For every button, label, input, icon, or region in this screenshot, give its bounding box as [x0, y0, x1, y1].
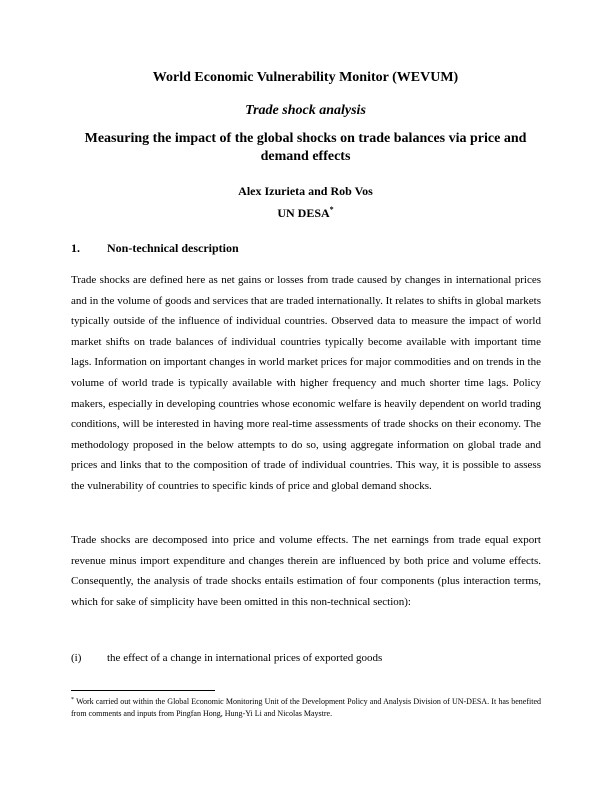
document-heading: Measuring the impact of the global shocks on trade balances via price and demand effects	[84, 131, 527, 164]
list-item	[71, 648, 382, 668]
list-item-number: (i)	[71, 652, 82, 664]
footnote-divider	[71, 690, 215, 691]
section-heading	[71, 240, 239, 256]
document-subtitle: Trade shock analysis	[245, 103, 366, 118]
affiliation-name: UN DESA	[277, 206, 330, 220]
paragraph-1: Trade shocks are defined here as net gains or losses from trade caused by changes in international prices and in the volume of goods and services that are traded internationally. It relates to shifts in global markets typically outside of the influence of individual countries. Observed data to measure the impact of world market shifts on trade balances of individual countries typically become available with important time lags. Information on important changes in world market prices for major commodities and on trends in the volume of world trade is typically available with higher frequency and much shorter time lags. Policy makers, especially in developing countries whose economic welfare is heavily dependent on world trading conditions, will be interested in having more real-time assessments of trade shocks on their economy. The methodology proposed in the below attempts to do so, using aggregate information on global trade and prices and links that to the composition of trade of individual countries. This way, it is possible to assess the vulnerability of countries to specific kinds of price and global demand shocks.	[71, 274, 541, 492]
section-title: Non-technical description	[107, 241, 239, 255]
footnote-marker: *	[71, 697, 74, 703]
footnote	[71, 696, 541, 720]
authors: Alex Izurieta and Rob Vos	[238, 184, 373, 198]
affiliation	[0, 205, 611, 221]
section-number: 1.	[71, 241, 80, 255]
document-title: World Economic Vulnerability Monitor (WEVUM)	[152, 70, 459, 85]
list-item-text: the effect of a change in international prices of exported goods	[107, 652, 383, 664]
footnote-reference: *	[329, 205, 334, 214]
footnote-text: Work carried out within the Global Economic Monitoring Unit of the Development Policy and Analysis Division of UN-DESA. It has benefited from comments and inputs from Pingfan Hong, Hung-Yi Li and Nicolas Maystre.	[71, 697, 541, 718]
paragraph-2: Trade shocks are decomposed into price and volume effects. The net earnings from trade equal export revenue minus import expenditure and changes therein are influenced by both price and volume effects. Consequently, the analysis of trade shocks entails estimation of four components (plus interaction terms, which for sake of simplicity have been omitted in this non-technical section):	[71, 534, 541, 608]
